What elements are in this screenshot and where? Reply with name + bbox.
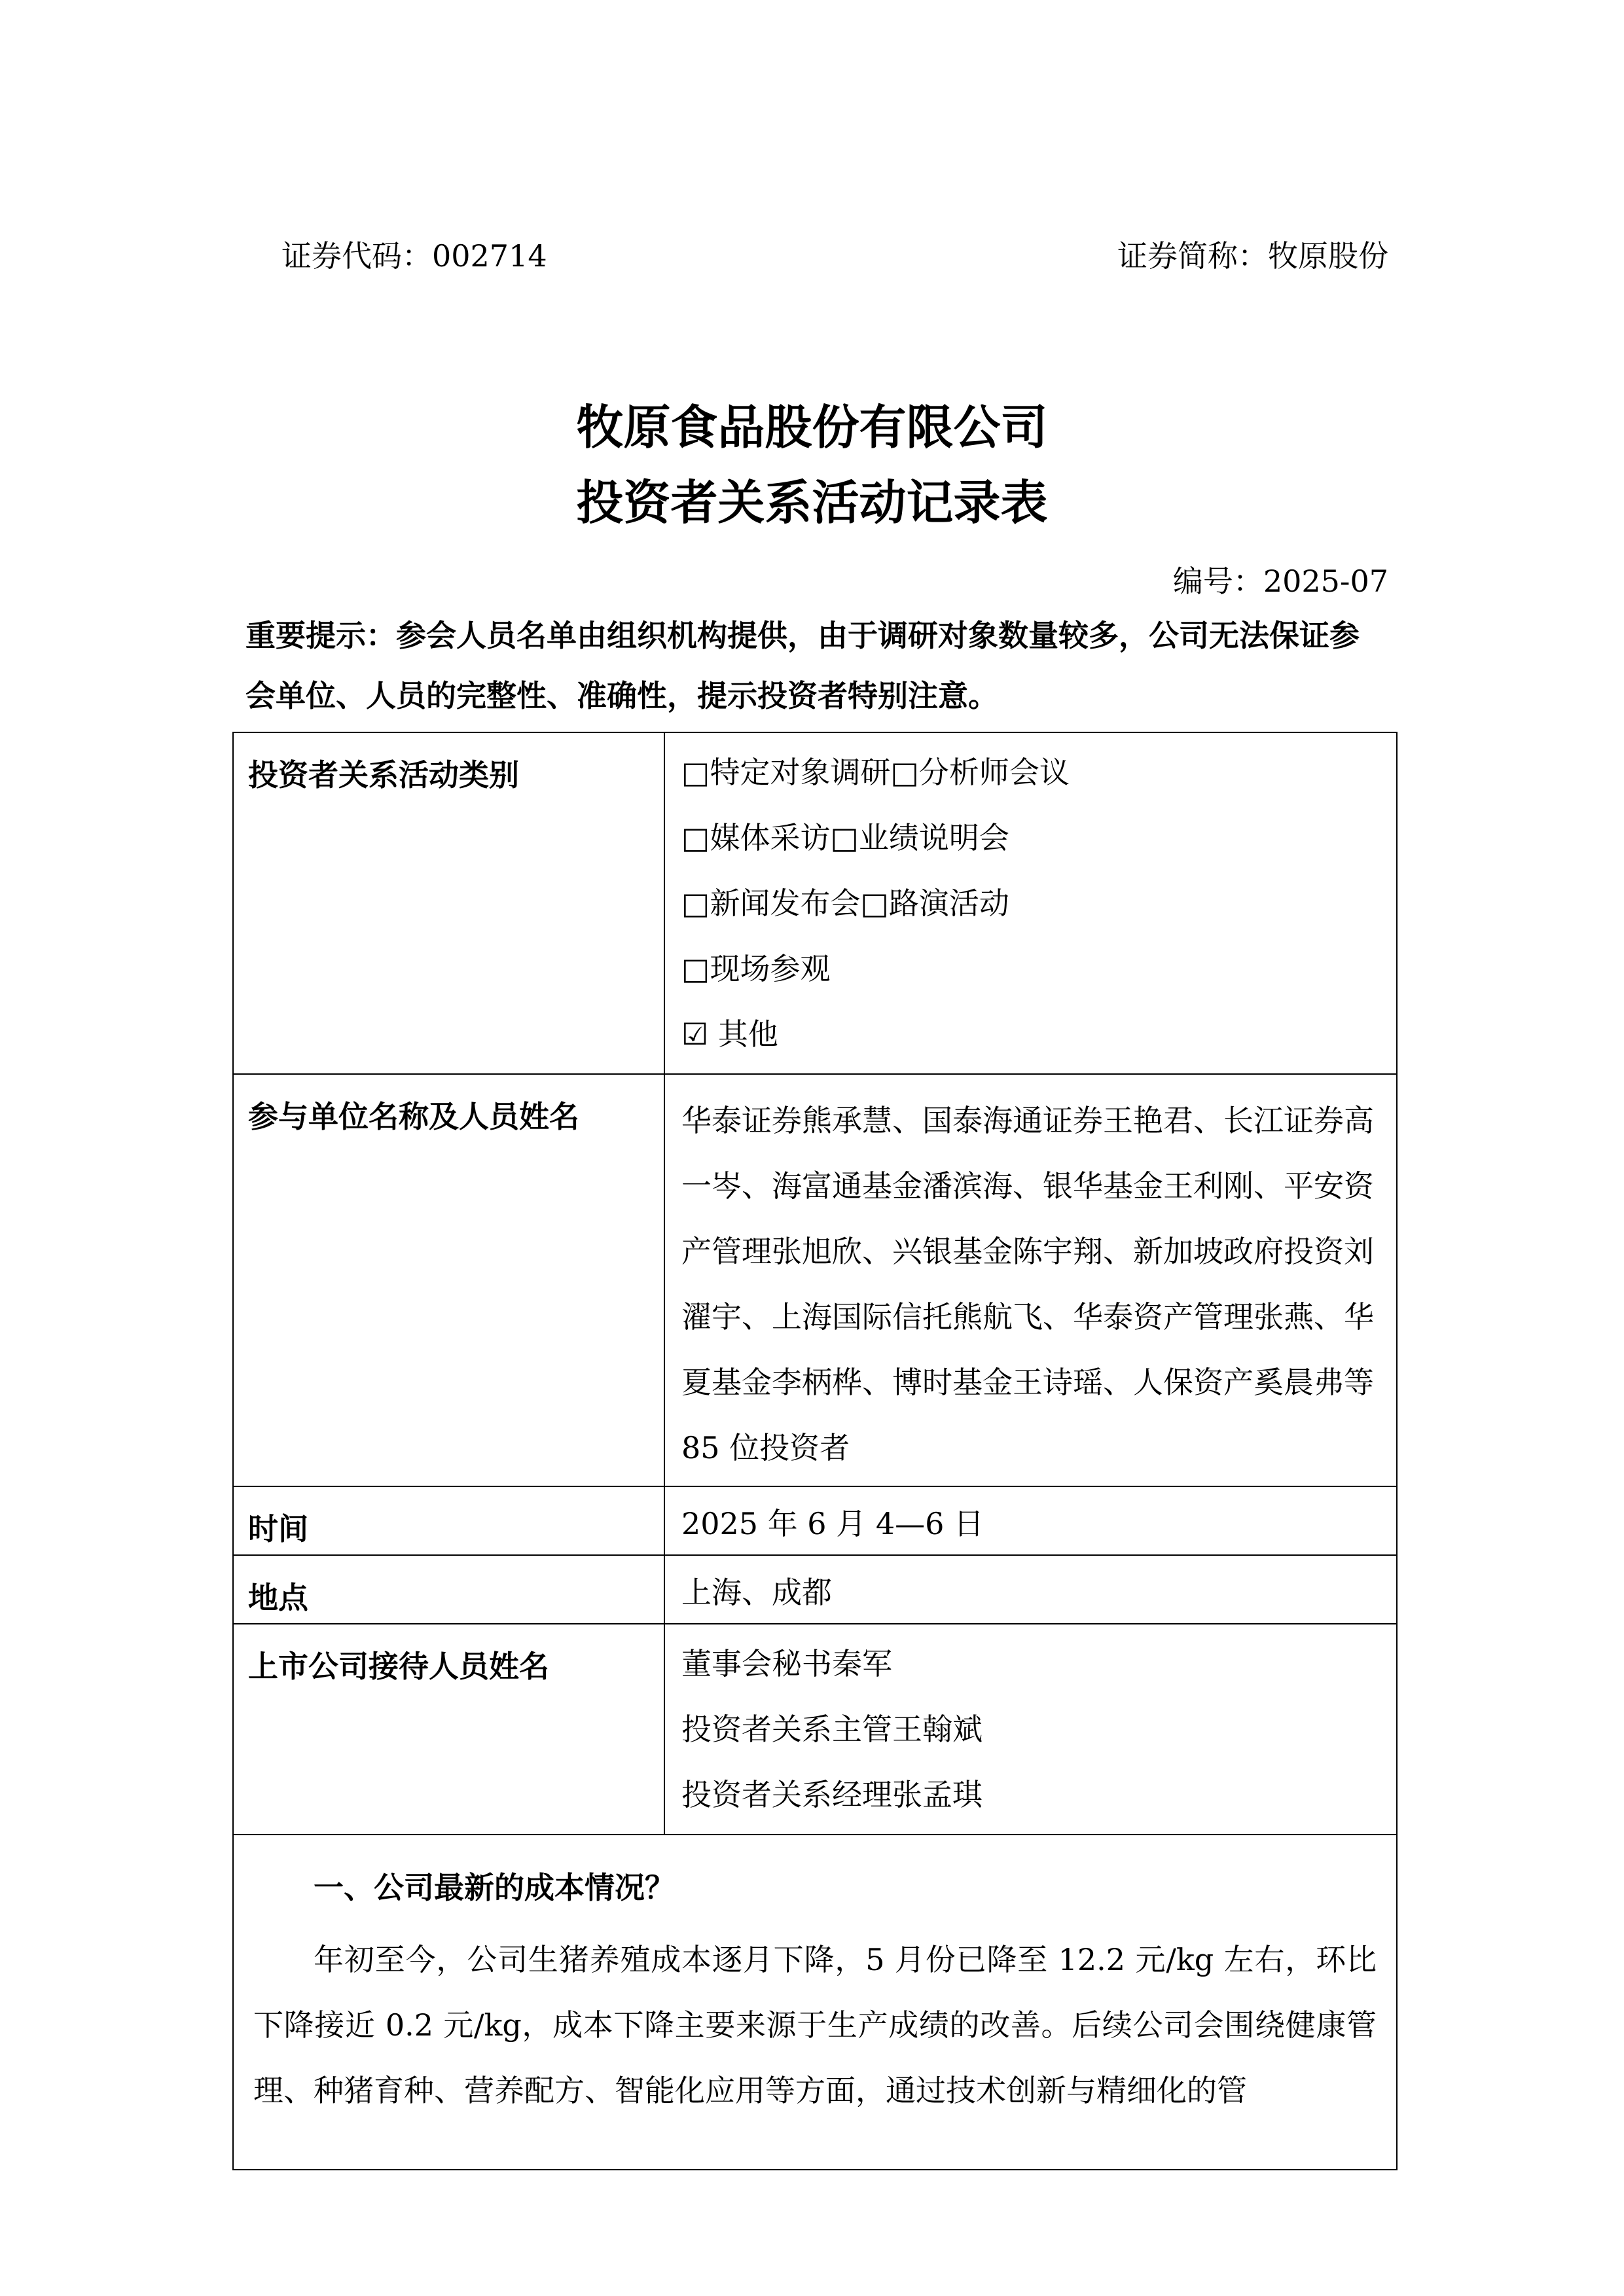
option-line-2: □媒体采访□业绩说明会 [681, 820, 1009, 855]
reception-name-3: 投资者关系经理张孟琪 [681, 1777, 983, 1812]
option-line-4: □现场参观 [681, 951, 831, 986]
option-line-other-checked: ☑ 其他 [681, 1016, 778, 1052]
row-location [233, 1555, 1397, 1624]
record-table [232, 732, 1398, 2170]
question-heading: 一、公司最新的成本情况？ [314, 1870, 675, 1905]
reception-names [664, 1624, 1397, 1835]
reception-name-2: 投资者关系主管王翰斌 [681, 1712, 983, 1747]
location-value: 上海、成都 [664, 1555, 1397, 1624]
stock-code: 证券代码：002714 [281, 238, 547, 274]
row-activity-type [233, 732, 1397, 1074]
reception-label: 上市公司接待人员姓名 [233, 1624, 664, 1835]
row-content [233, 1835, 1397, 2170]
answer-text: 年初至今，公司生猪养殖成本逐月下降，5 月份已降至 12.2 元/kg 左右，环比下降接近 0.2 元/kg，成本下降主要来源于生产成绩的改善。后续公司会围绕健康管理、种猪育种、营养配方、智能化应用等方面，通过技术创新与精细化的管 [253, 1942, 1377, 2108]
row-participants [233, 1074, 1397, 1486]
serial-number: 编号：2025-07 [1172, 564, 1388, 599]
row-reception [233, 1624, 1397, 1835]
option-line-1: □特定对象调研□分析师会议 [681, 755, 1070, 790]
location-label: 地点 [233, 1555, 664, 1624]
company-name-title: 牧原食品股份有限公司 [576, 400, 1048, 455]
stock-abbreviation: 证券简称：牧原股份 [1117, 238, 1388, 274]
time-value: 2025 年 6 月 4—6 日 [664, 1486, 1397, 1555]
important-notice: 重要提示：参会人员名单由组织机构提供，由于调研对象数量较多，公司无法保证参会单位、人员的完整性、准确性，提示投资者特别注意。 [245, 618, 1360, 713]
time-label: 时间 [233, 1486, 664, 1555]
document-title: 投资者关系活动记录表 [576, 475, 1048, 530]
reception-name-1: 董事会秘书秦军 [681, 1646, 892, 1681]
participants-value: 华泰证券熊承慧、国泰海通证券王艳君、长江证券高一岑、海富通基金潘滨海、银华基金王利刚、平安资产管理张旭欣、兴银基金陈宇翔、新加坡政府投资刘濯宇、上海国际信托熊航飞、华泰资产管理张燕、华夏基金李柄桦、博时基金王诗瑶、人保资产奚晨弗等 85 位投资者 [664, 1074, 1397, 1486]
activity-type-label: 投资者关系活动类别 [233, 732, 664, 1074]
option-line-3: □新闻发布会□路演活动 [681, 886, 1009, 921]
content-cell [233, 1835, 1397, 2170]
activity-type-options [664, 732, 1397, 1074]
row-time [233, 1486, 1397, 1555]
participants-label: 参与单位名称及人员姓名 [233, 1074, 664, 1486]
